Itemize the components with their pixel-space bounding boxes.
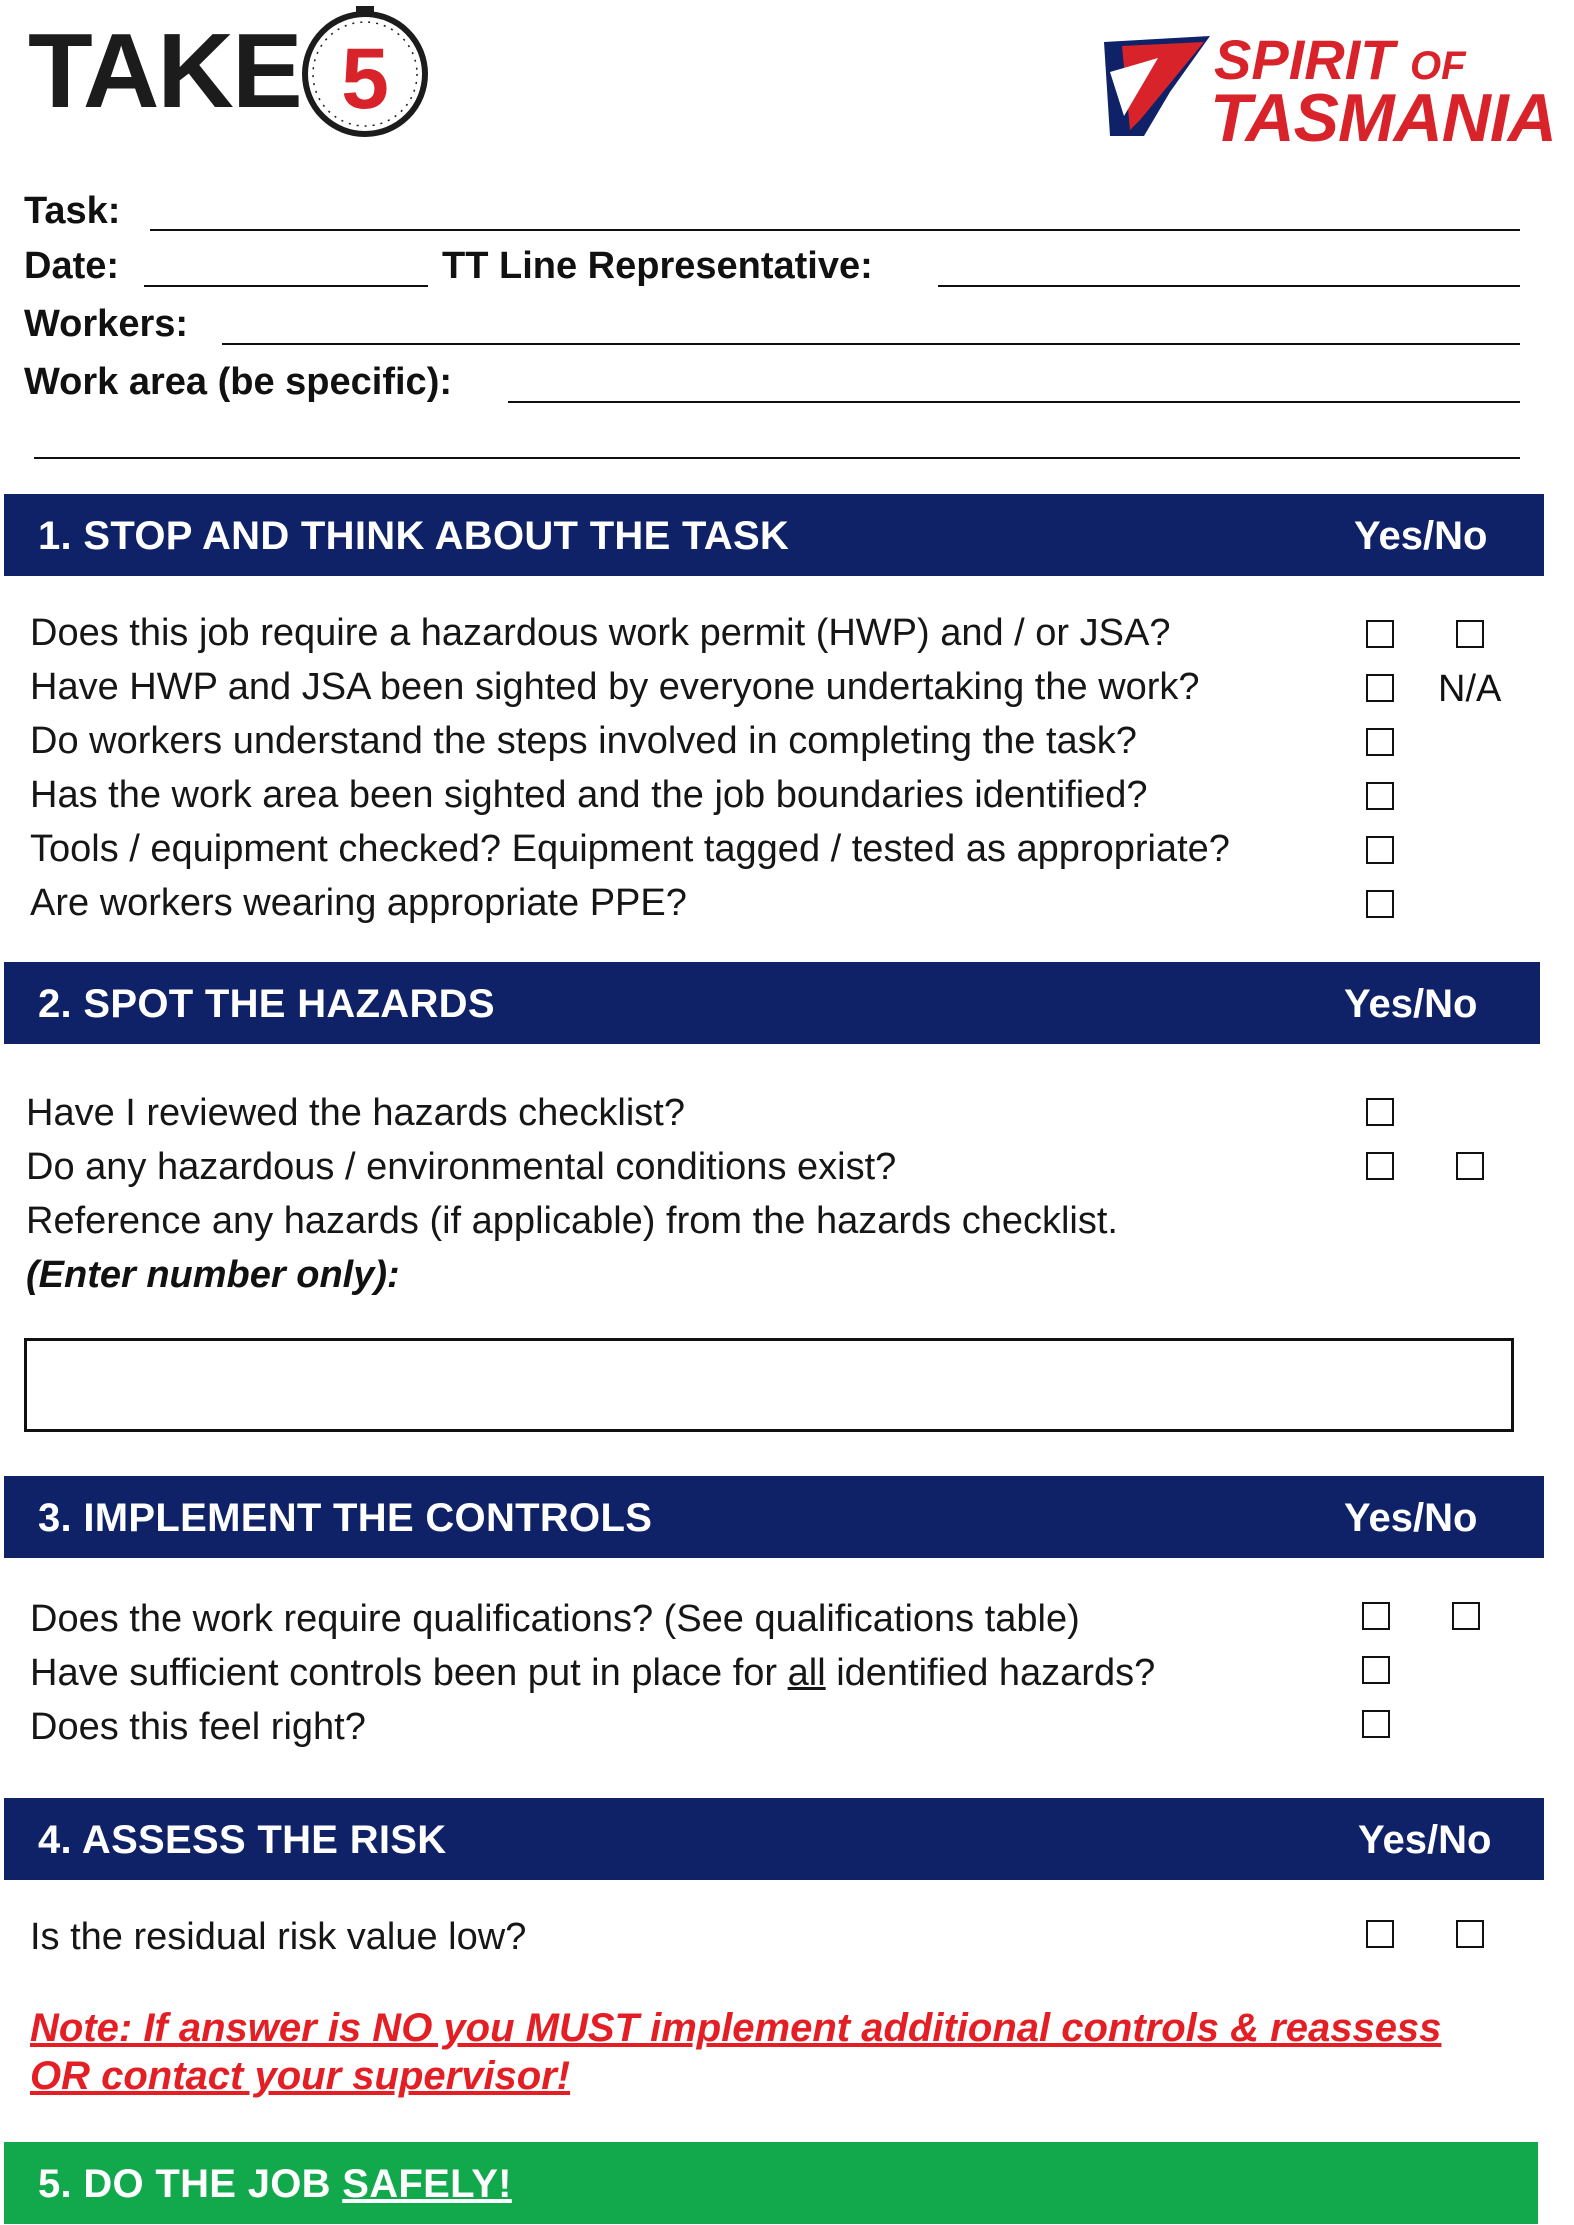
risk-note-line-1: Note: If answer is NO you MUST implement additional controls & reassess [30,2006,1442,2050]
s1-question-3: Do workers understand the steps involved in completing the task? [30,720,1137,762]
s1-q5-checkbox[interactable] [1366,836,1394,864]
section-3-title: 3. IMPLEMENT THE CONTROLS [38,1496,653,1540]
section-2-title: 2. SPOT THE HAZARDS [38,982,495,1026]
workers-label: Workers: [24,303,189,345]
rep-field[interactable] [938,285,1520,287]
section-4-yes-no: Yes/No [1358,1818,1492,1862]
take5-logo-text: TAKE [28,12,301,130]
s1-question-1: Does this job require a hazardous work permit (HWP) and / or JSA? [30,612,1171,654]
section-1-header [4,494,1544,576]
s1-question-4: Has the work area been sighted and the job boundaries identified? [30,774,1148,816]
s4-question-1: Is the residual risk value low? [30,1916,527,1958]
spirit-of-tasmania-logo [1100,28,1556,156]
s4-q1-yes-checkbox[interactable] [1366,1920,1394,1948]
section-5-header [4,2142,1538,2224]
s3-q2-checkbox[interactable] [1362,1656,1390,1684]
work-area-field-continued[interactable] [34,457,1520,459]
s2-question-2: Do any hazardous / environmental conditions exist? [26,1146,897,1188]
s1-na-label: N/A [1438,668,1502,710]
s1-question-6: Are workers wearing appropriate PPE? [30,882,687,924]
s3-question-1: Does the work require qualifications? (See qualifications table) [30,1598,1080,1640]
s3-q3-checkbox[interactable] [1362,1710,1390,1738]
s2-enter-number-label: (Enter number only): [26,1254,400,1296]
section-2-header [4,962,1540,1044]
risk-note-line-2: OR contact your supervisor! [30,2054,571,2098]
s1-q4-checkbox[interactable] [1366,782,1394,810]
section-5-title: 5. DO THE JOB SAFELY! [38,2162,512,2206]
stopwatch-icon [298,4,432,138]
s1-question-2: Have HWP and JSA been sighted by everyone undertaking the work? [30,666,1200,708]
task-label: Task: [24,190,121,232]
section-1-title: 1. STOP AND THINK ABOUT THE TASK [38,514,790,558]
date-field[interactable] [144,285,428,287]
brand-line-2: TASMANIA [1210,80,1556,156]
s3-question-3: Does this feel right? [30,1706,366,1748]
section-1-yes-no: Yes/No [1354,514,1488,558]
hazard-number-input[interactable] [24,1338,1514,1432]
section-4-header [4,1798,1544,1880]
s1-q1-no-checkbox[interactable] [1456,620,1484,648]
s2-q1-checkbox[interactable] [1366,1098,1394,1126]
s1-q1-yes-checkbox[interactable] [1366,620,1394,648]
work-area-field[interactable] [508,401,1520,403]
brand-line-1: SPIRIT OF [1214,28,1466,91]
section-4-title: 4. ASSESS THE RISK [38,1818,447,1862]
workers-field[interactable] [222,343,1520,345]
stopwatch-digit: 5 [341,31,389,127]
s1-question-5: Tools / equipment checked? Equipment tagged / tested as appropriate? [30,828,1230,870]
section-2-yes-no: Yes/No [1344,982,1478,1026]
s4-q1-no-checkbox[interactable] [1456,1920,1484,1948]
s2-question-3: Reference any hazards (if applicable) from the hazards checklist. [26,1200,1118,1242]
s3-q1-yes-checkbox[interactable] [1362,1602,1390,1630]
s2-q2-yes-checkbox[interactable] [1366,1152,1394,1180]
s1-q2-yes-checkbox[interactable] [1366,674,1394,702]
s3-question-2: Have sufficient controls been put in place for all identified hazards? [30,1652,1156,1694]
date-label: Date: [24,245,120,287]
section-3-yes-no: Yes/No [1344,1496,1478,1540]
s2-question-1: Have I reviewed the hazards checklist? [26,1092,685,1134]
s1-q3-checkbox[interactable] [1366,728,1394,756]
s3-q1-no-checkbox[interactable] [1452,1602,1480,1630]
flag-logo-icon [1100,32,1218,142]
rep-label: TT Line Representative: [442,245,873,287]
work-area-label: Work area (be specific): [24,361,453,403]
s2-q2-no-checkbox[interactable] [1456,1152,1484,1180]
section-3-header [4,1476,1544,1558]
task-field[interactable] [150,229,1520,231]
s1-q6-checkbox[interactable] [1366,890,1394,918]
